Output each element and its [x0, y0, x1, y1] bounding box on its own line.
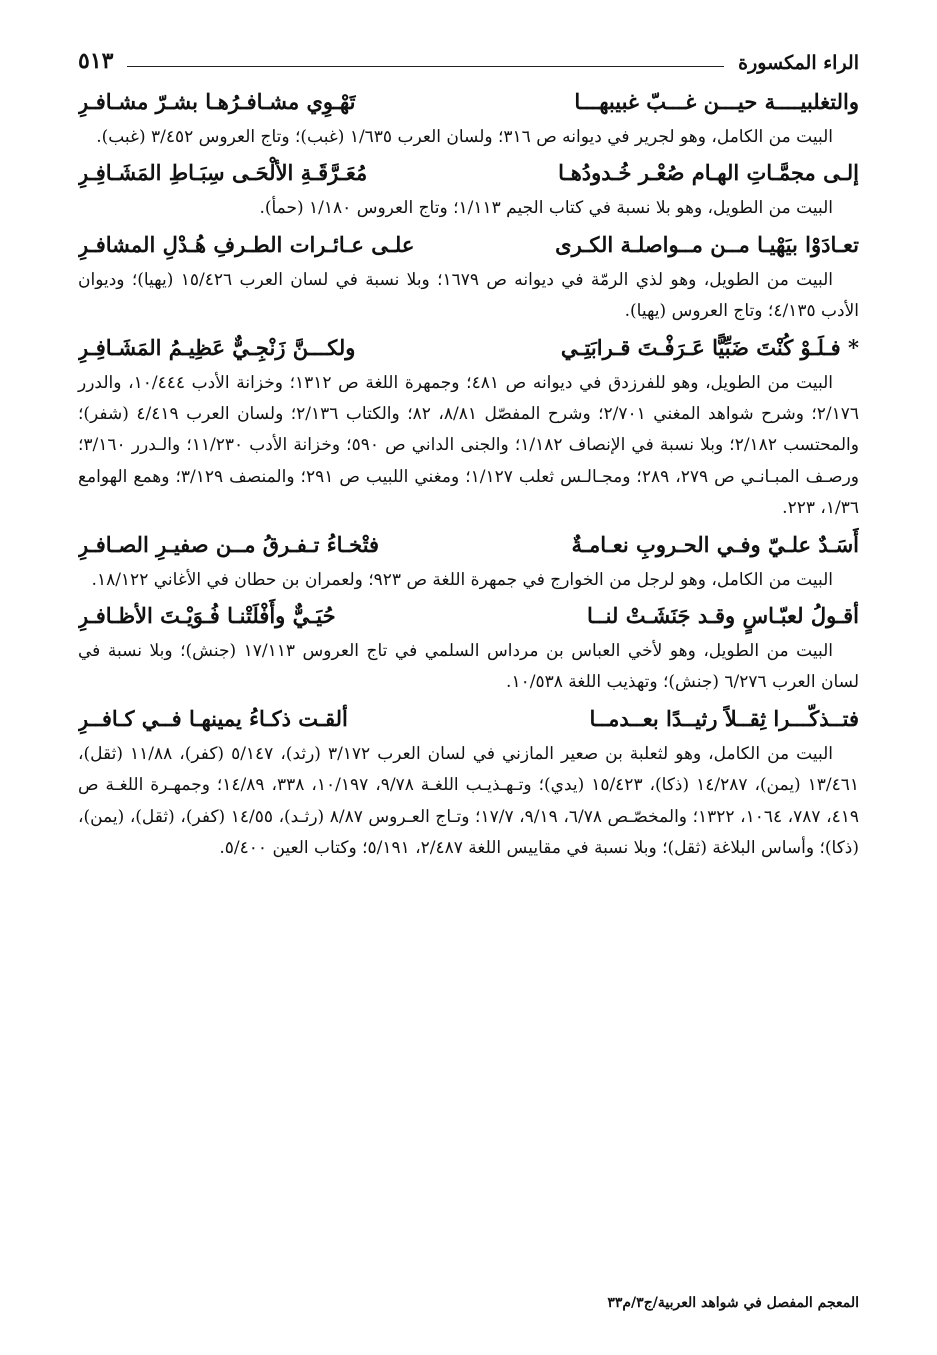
verse-second-hemistich: ألقـت ذكـاءُ يمينهـا فــي كـافــرِ: [78, 705, 348, 731]
entry-7: [78, 699, 859, 865]
verse-first-hemistich: تعـادَوْا بيَهْيـا مــن مــواصلـة الكـرى: [555, 231, 859, 257]
verse-second-hemistich: تَهْـوِي مشـافـرُهـا بشـرّ مشـافـرِ: [78, 89, 356, 114]
verse: [78, 596, 859, 636]
verse-first-hemistich: إلـى مجمَّـاتِ الهـام صُعْـر خُـدودُهـا: [558, 160, 859, 186]
verse-first-hemistich: فتــذكّـــرا ثِقــلاً رثيــدًا بعــدمــا: [589, 705, 859, 731]
verse-note: البيت من الطويل، وهو للفرزدق في ديوانه ص ٤٨١؛ وجمهرة اللغة ص ١٣١٢؛ وخزانة الأدب ١٠/٤٤٤، والدرر ٢/١٧٦؛ وشرح شواهد المغني ٢/٧٠١؛ وشرح المفصّل ٨/٨١، ٨٢؛ والكتاب ٢/١٣٦؛ ولسان العرب ٤/٤١٩ (شفر)؛ والمحتسب ٢/١٨٢؛ وبلا نسبة في الإنصاف ١/١٨٢؛ والجنى الداني ص ٥٩٠؛ وخزانة الأدب ١١/٢٣٠؛ والـدرر ٣/١٦٠؛ ورصـف المبـانـي ص ٢٧٩، ٢٨٩؛ ومجـالـس ثعلب ١/١٢٧؛ ومغني اللبيب ص ٢٩١؛ والمنصف ٣/١٢٩؛ وهمع الهوامع ١/٣٦، ٢٢٣.: [78, 372, 860, 519]
verse-first-hemistich: أَسَـدٌ علـيّ وفـي الحـروبِ نعـامـةٌ: [571, 531, 859, 557]
verse: [78, 82, 859, 122]
verse-second-hemistich: فتْخـاءُ تـفـرقُ مــن صفيـرِ الصـافـرِ: [78, 531, 380, 557]
verse-note: البيت من الطويل، وهو لذي الرمّة في ديوانه ص ١٦٧٩؛ وبلا نسبة في لسان العرب ١٥/٤٢٦ (يهيا)؛ وديوان الأدب ٤/١٣٥؛ وتاج العروس (يهيا).: [78, 269, 859, 322]
verse-note: البيت من الكامل، وهو لثعلبة بن صعير المازني في لسان العرب ٣/١٧٢ (رثد)، ٥/١٤٧ (كفر)، ١١/٨٨ (ثقل)، ١٣/٤٦١ (يمن)، ١٤/٢٨٧ (ذكا)، ١٥/٤٢٣ (يدي)؛ وتـهـذيـب اللغـة ٩/٧٨، ١٠/١٩٧، ٣٣٨، ١٤/٨٩؛ وجمهـرة اللغـة ص ٤١٩، ٧٨٧، ١٠٦٤، ١٣٢٢؛ والمخصّـص ٦/٧٨، ٩/١٩، ١٧/٧؛ وتـاج العـروس ٨/٨٧ (رثـد)، ١٤/٥٥ (كفر)، (ثقل)، (يمن)، (ذكا)؛ وأساس البلاغة (ثقل)؛ وبلا نسبة في مقاييس اللغة ٢/٤٨٧، ٥/١٩١؛ وكتاب العين ٥/٤٠٠.: [78, 743, 860, 859]
verse-note: البيت من الطويل، وهو لأخي العباس بن مرداس السلمي في تاج العروس ١٧/١١٣ (جنش)؛ وبلا نسبة في لسان العرب ٦/٢٧٦ (جنش)؛ وتهذيب اللغة ١٠/٥٣٨.: [78, 641, 859, 693]
verse: [78, 153, 859, 193]
section-title: الراء المكسورة: [738, 52, 859, 74]
header-rule: [127, 66, 724, 67]
verse: [78, 225, 859, 265]
verse-note: البيت من الطويل، وهو بلا نسبة في كتاب الجيم ١/١١٣؛ وتاج العروس ١/١٨٠ (حمأ).: [259, 198, 833, 219]
entry-3: [78, 225, 859, 328]
entry-6: [78, 596, 859, 699]
verse-second-hemistich: علـى عـائـرات الطـرفِ هُـدْلِ المشافـرِ: [78, 231, 415, 257]
verse-second-hemistich: ولكـــنَّ زَنْجِـيٌّ عَظِيـمُ المَشَـافِـرِ: [78, 334, 356, 360]
entry-4: [78, 328, 859, 525]
verse-second-hemistich: مُعَـرَّقَـةِ الألْحَـى سِبَـاطِ المَشَـافِـرِ: [78, 160, 368, 186]
verse-first-hemistich: أقـولُ لعبّـاسٍ وقـد جَنَشَـتْ لنــا: [586, 603, 859, 629]
entry-1: [78, 82, 859, 153]
footer-signature: المعجم المفصل في شواهد العربية/ج٣/م٣٣: [607, 1295, 859, 1311]
entry-5: [78, 525, 859, 596]
verse-first-hemistich: والتغلبيــــة حيـــن غـــبّ غبيبهـــا: [574, 89, 859, 114]
verse: [78, 699, 859, 739]
page-number: ٥١٣: [78, 48, 114, 74]
verse: [78, 525, 859, 565]
verse-second-hemistich: حُيَـيٌّ وأَفْلَتْنـا فُـوَيْـتَ الأظـافـرِ: [78, 603, 336, 629]
entry-2: [78, 153, 859, 224]
verse-note: البيت من الكامل، وهو لجرير في ديوانه ص ٣١٦؛ ولسان العرب ١/٦٣٥ (غبب)؛ وتاج العروس ٣/٤٥٢ (غبب).: [96, 127, 833, 147]
verse-note: البيت من الكامل، وهو لرجل من الخوارج في جمهرة اللغة ص ٩٢٣؛ ولعمران بن حطان في الأغاني ١٨/١٢٢.: [91, 569, 833, 590]
running-header: [78, 40, 859, 74]
verse: [78, 328, 859, 368]
verse-first-hemistich: * فـلَـوْ كُنْتَ ضَبِّيًّا عَـرَفْـتَ قـرابَتِـي: [560, 334, 859, 360]
